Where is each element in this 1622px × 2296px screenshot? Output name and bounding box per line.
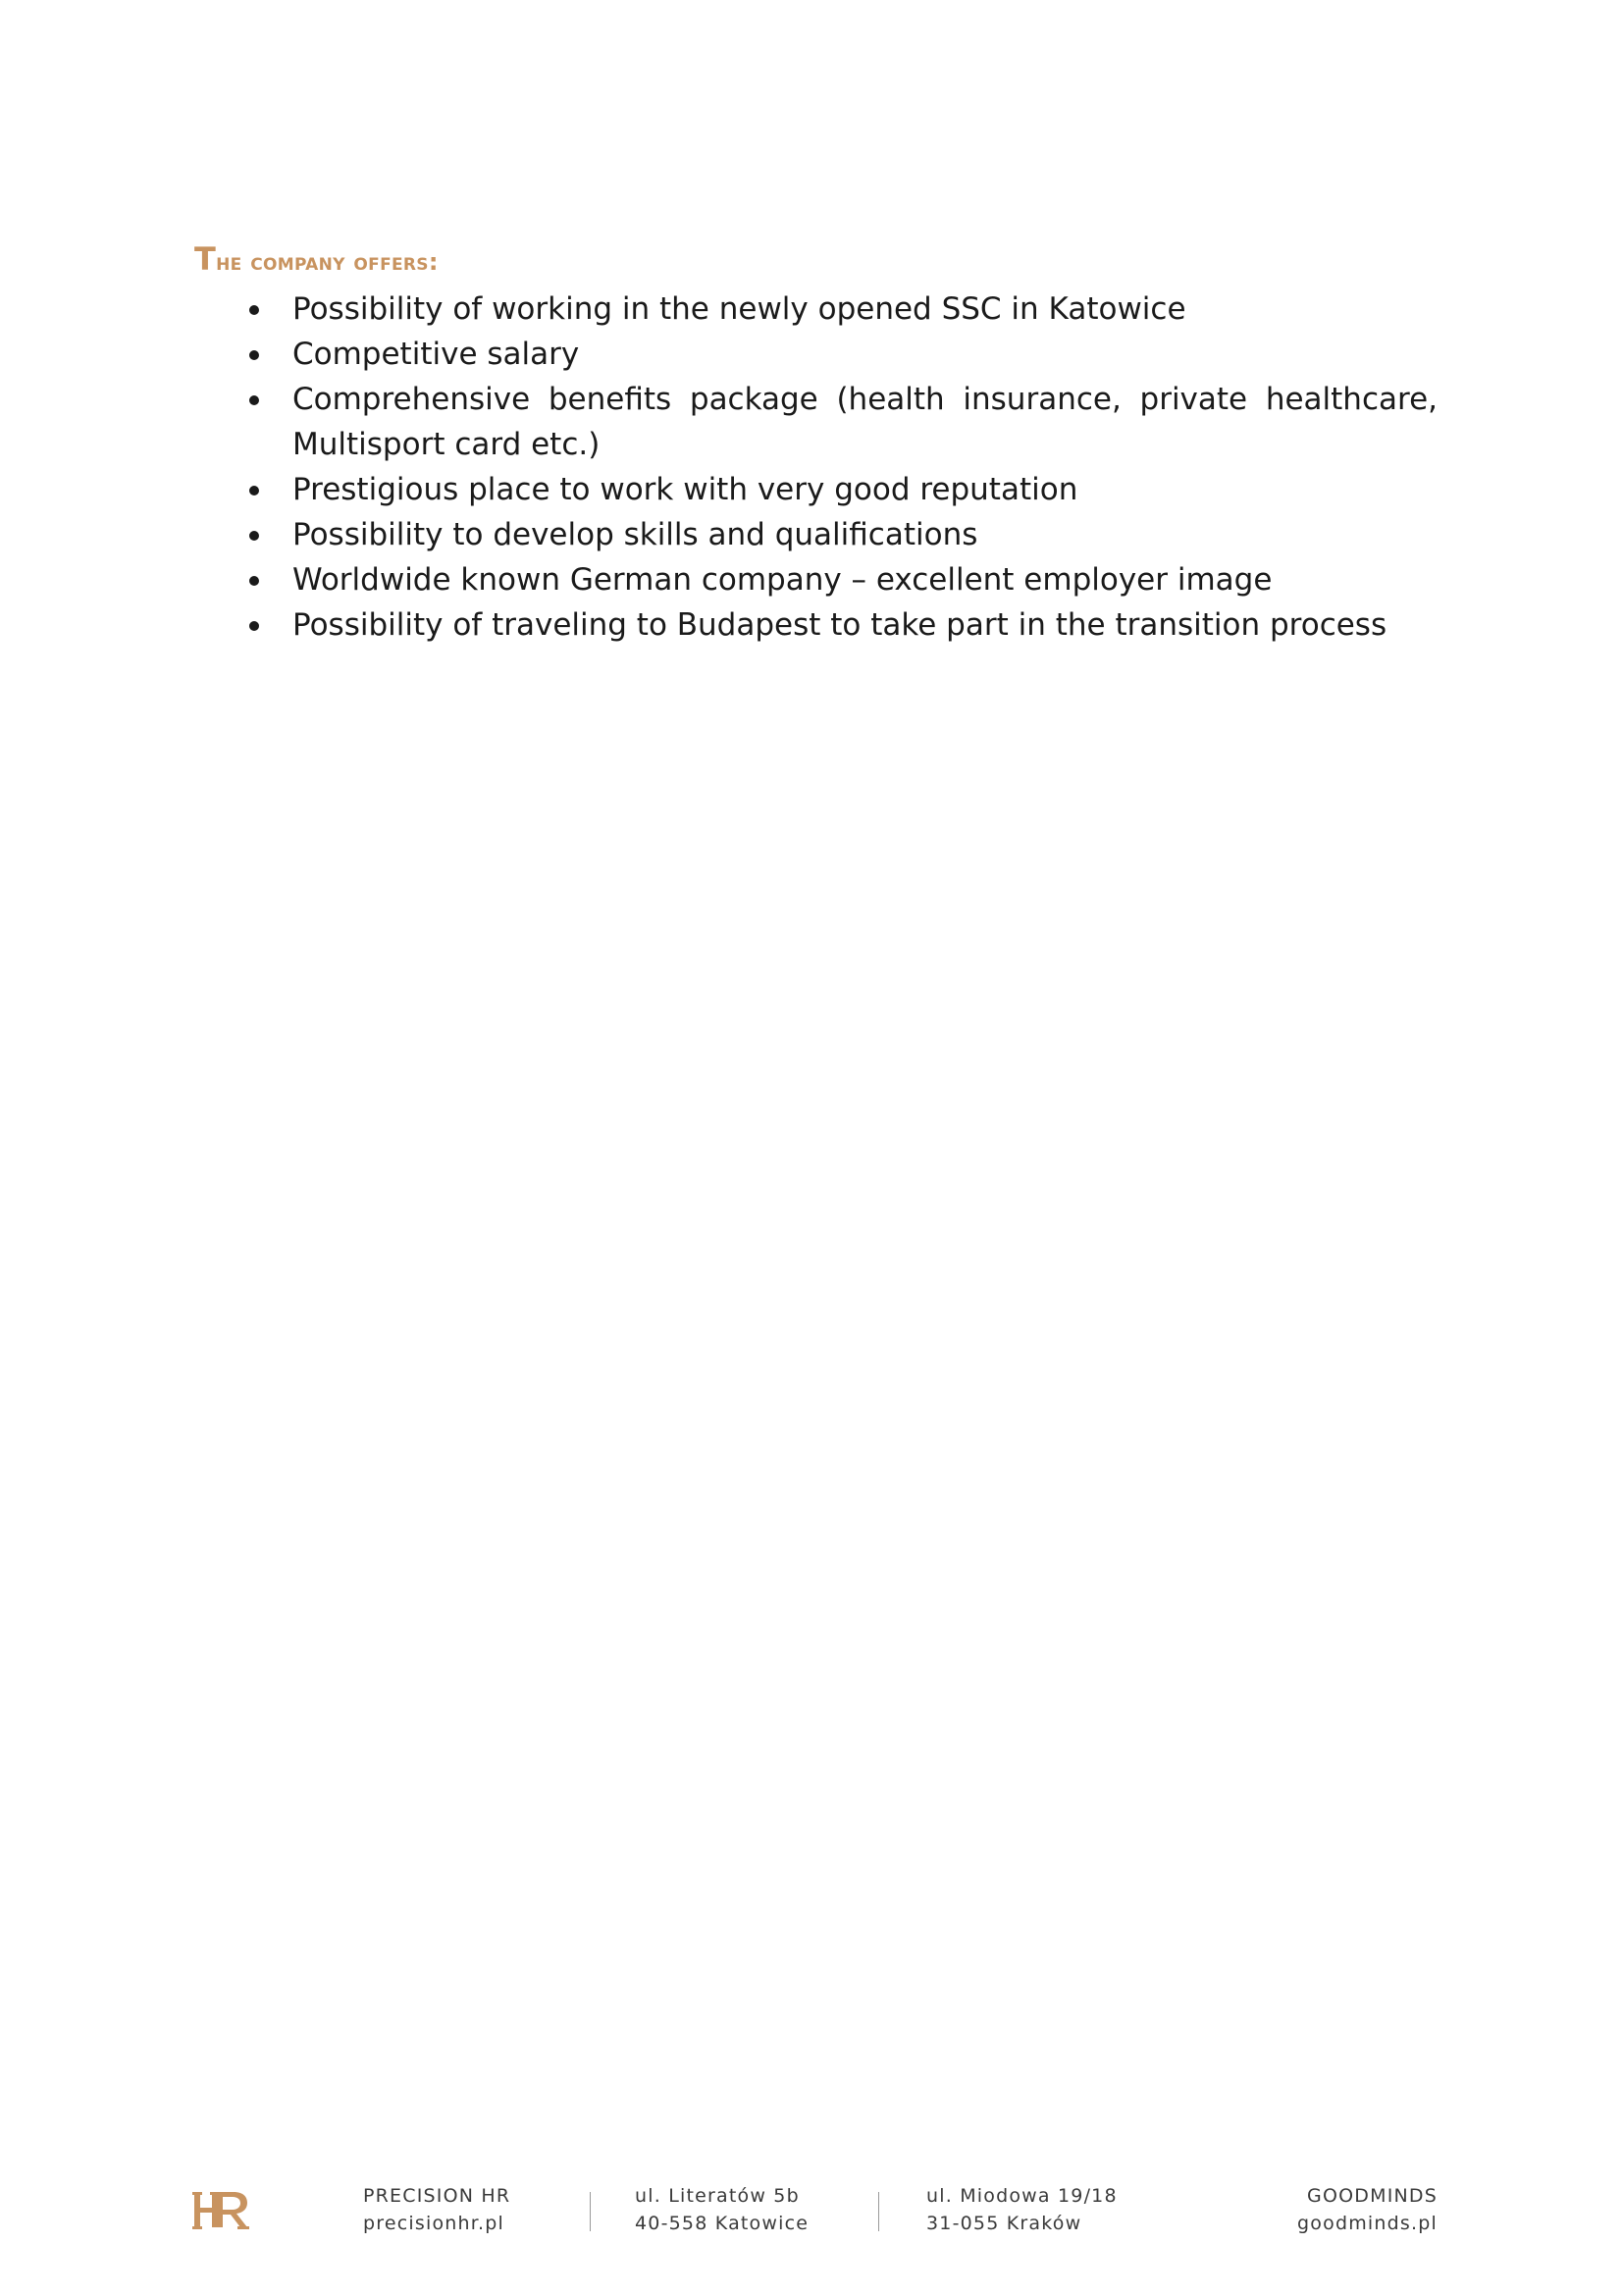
list-item-text: Possibility of traveling to Budapest to take part in the transition process xyxy=(292,607,1387,643)
footer-city: 31-055 Kraków xyxy=(926,2213,1082,2234)
footer-street: ul. Miodowa 19/18 xyxy=(926,2185,1118,2207)
list-item-text: Comprehensive benefits package (health insurance, private healthcare, xyxy=(292,382,1438,417)
footer-address-katowice xyxy=(635,2182,809,2237)
list-item-text: Competitive salary xyxy=(292,337,580,372)
list-item-text: Possibility of working in the newly opened SSC in Katowice xyxy=(292,291,1186,327)
list-item-text: Possibility to develop skills and qualifications xyxy=(292,517,978,552)
hr-monogram-logo-icon xyxy=(192,2188,251,2233)
page-footer xyxy=(0,2178,1622,2237)
list-item xyxy=(245,557,1438,602)
footer-website-link[interactable]: precisionhr.pl xyxy=(363,2213,505,2234)
bullet-icon xyxy=(249,576,259,586)
footer-company-goodminds xyxy=(1297,2182,1438,2237)
bullet-icon xyxy=(249,350,259,360)
footer-company-name: GOODMINDS xyxy=(1307,2185,1438,2207)
bullet-icon xyxy=(249,621,259,631)
list-item xyxy=(245,512,1438,557)
section-heading: The company offers: xyxy=(194,240,439,278)
footer-divider xyxy=(590,2192,591,2231)
list-item-text: Worldwide known German company – excellent employer image xyxy=(292,562,1273,598)
footer-website-link[interactable]: goodminds.pl xyxy=(1297,2213,1438,2234)
bullet-icon xyxy=(249,305,259,315)
offers-list xyxy=(245,287,1438,648)
list-item-text-continued: Multisport card etc.) xyxy=(292,427,601,462)
bullet-icon xyxy=(249,486,259,496)
list-item xyxy=(245,377,1438,467)
footer-street: ul. Literatów 5b xyxy=(635,2185,800,2207)
bullet-icon xyxy=(249,395,259,405)
bullet-icon xyxy=(249,531,259,541)
list-item xyxy=(245,287,1438,332)
list-item xyxy=(245,332,1438,377)
footer-company-name: PRECISION HR xyxy=(363,2185,511,2207)
footer-company-precision-hr xyxy=(363,2182,510,2237)
list-item xyxy=(245,467,1438,512)
footer-divider xyxy=(878,2192,879,2231)
footer-address-krakow xyxy=(926,2182,1118,2237)
list-item-text: Prestigious place to work with very good reputation xyxy=(292,472,1078,507)
footer-city: 40-558 Katowice xyxy=(635,2213,810,2234)
list-item xyxy=(245,602,1438,648)
